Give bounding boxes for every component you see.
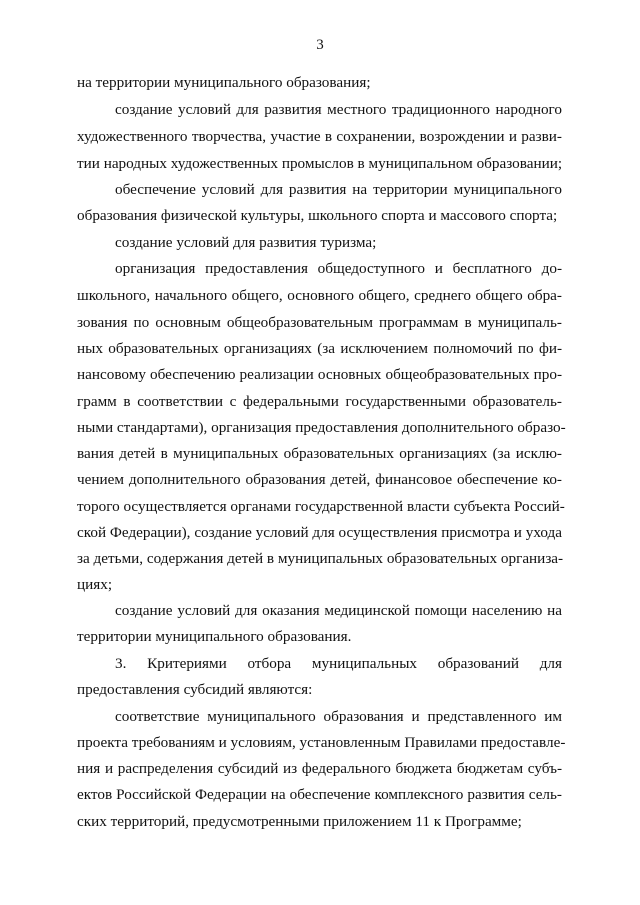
text-line: обеспечение условий для развития на территории муниципального (115, 181, 562, 198)
text-line: создание условий для развития туризма; (115, 234, 377, 251)
text-line: ных образовательных организациях (за исключением полномочий по фи- (77, 340, 562, 357)
text-line: художественного творчества, участие в сохранении, возрождении и разви- (77, 128, 562, 145)
text-line: школьного, начального общего, основного общего, среднего общего обра- (77, 287, 562, 304)
text-line: образования физической культуры, школьного спорта и массового спорта; (77, 207, 558, 224)
text-line: ских территорий, предусмотренными приложением 11 к Программе; (77, 813, 522, 830)
word: образований (437, 655, 519, 672)
text-line: зования по основным общеобразовательным программам в муниципаль- (77, 314, 562, 331)
text-line: соответствие муниципального образования и представленного им (115, 708, 562, 725)
text-line: ными стандартами), организация предоставления дополнительного образо- (77, 419, 566, 436)
text-line: грамм в соответствии с федеральными государственными образователь- (77, 393, 562, 410)
text-line: торого осуществляется органами государственной власти субъекта Россий- (77, 498, 565, 515)
text-line: тии народных художественных промыслов в муниципальном образовании; (77, 155, 563, 172)
text-line: за детьми, содержания детей в муниципальных образовательных организа- (77, 550, 564, 567)
text-line: ния и распределения субсидий из федерального бюджета бюджетам субъ- (77, 760, 562, 777)
word: для (539, 655, 562, 672)
text-line: организация предоставления общедоступного и бесплатного до- (115, 260, 562, 277)
text-line: циях; (77, 576, 113, 593)
criteria-heading-line (115, 655, 562, 673)
text-line: создание условий для оказания медицинской помощи населению на (115, 602, 562, 619)
text-line: нансовому обеспечению реализации основных общеобразовательных про- (77, 366, 562, 383)
text-line: ектов Российской Федерации на обеспечение комплексного развития сель- (77, 786, 562, 803)
word: муниципальных (311, 655, 418, 672)
word: отбора (247, 655, 292, 672)
text-line: территории муниципального образования. (77, 628, 352, 645)
text-line: чением дополнительного образования детей, финансовое обеспечение ко- (77, 471, 562, 488)
text-line: вания детей в муниципальных образовательных организациях (за исклю- (77, 445, 562, 462)
text-line: на территории муниципального образования; (77, 74, 371, 91)
text-line: ской Федерации), создание условий для осуществления присмотра и ухода (77, 524, 562, 541)
word: Критериями (147, 655, 227, 672)
text-line: предоставления субсидий являются: (77, 681, 313, 698)
text-line: проекта требованиям и условиям, установленным Правилами предоставле- (77, 734, 566, 751)
word: 3. (115, 655, 127, 672)
page-number: 3 (316, 37, 324, 53)
text-line: создание условий для развития местного традиционного народного (115, 101, 562, 118)
